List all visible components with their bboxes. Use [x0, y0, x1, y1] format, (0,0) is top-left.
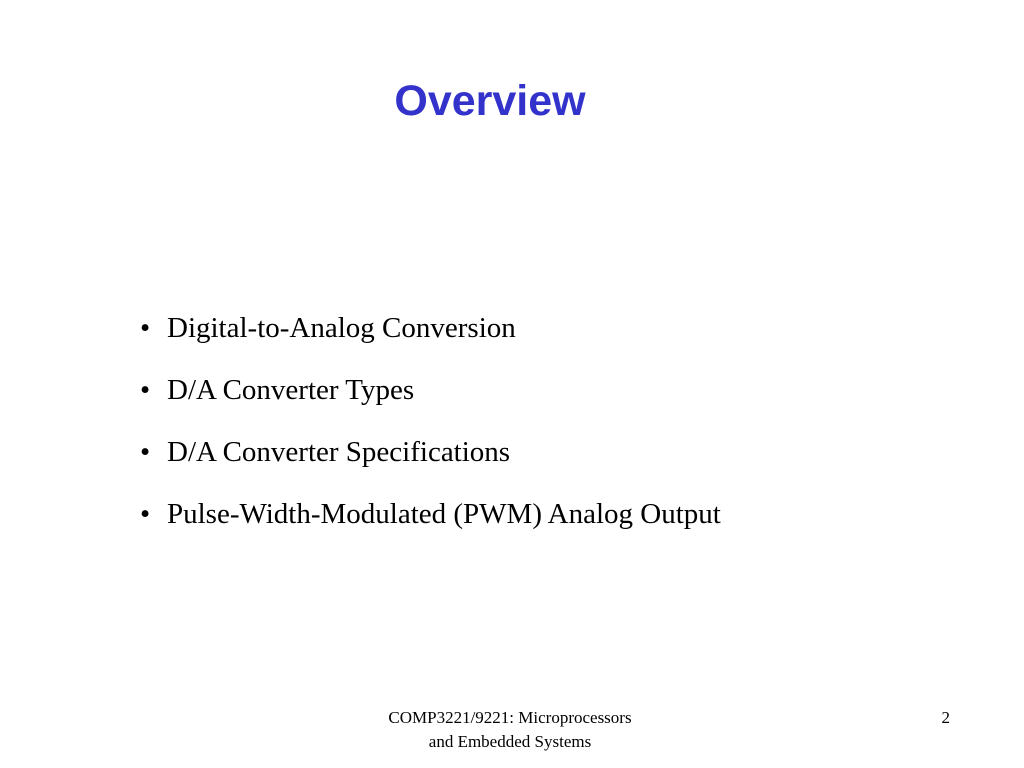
bullet-text: Digital-to-Analog Conversion: [167, 312, 516, 344]
bullet-text: D/A Converter Types: [167, 374, 415, 406]
bullet-text: D/A Converter Specifications: [167, 436, 511, 468]
slide-title: Overview: [394, 77, 586, 125]
bullet-item: [140, 306, 721, 350]
page-number: 2: [941, 708, 950, 727]
bullet-icon: •: [140, 498, 151, 530]
bullet-icon: •: [140, 436, 151, 468]
bullet-item: [140, 368, 721, 412]
footer-course-title: [300, 706, 720, 754]
bullet-text: Pulse-Width-Modulated (PWM) Analog Output: [167, 498, 721, 530]
footer-line-2: and Embedded Systems: [428, 732, 592, 751]
bullet-list: [140, 306, 721, 554]
bullet-icon: •: [140, 312, 151, 344]
bullet-item: [140, 492, 721, 536]
bullet-icon: •: [140, 374, 151, 406]
bullet-item: [140, 430, 721, 474]
footer-line-1: COMP3221/9221: Microprocessors: [388, 708, 632, 727]
